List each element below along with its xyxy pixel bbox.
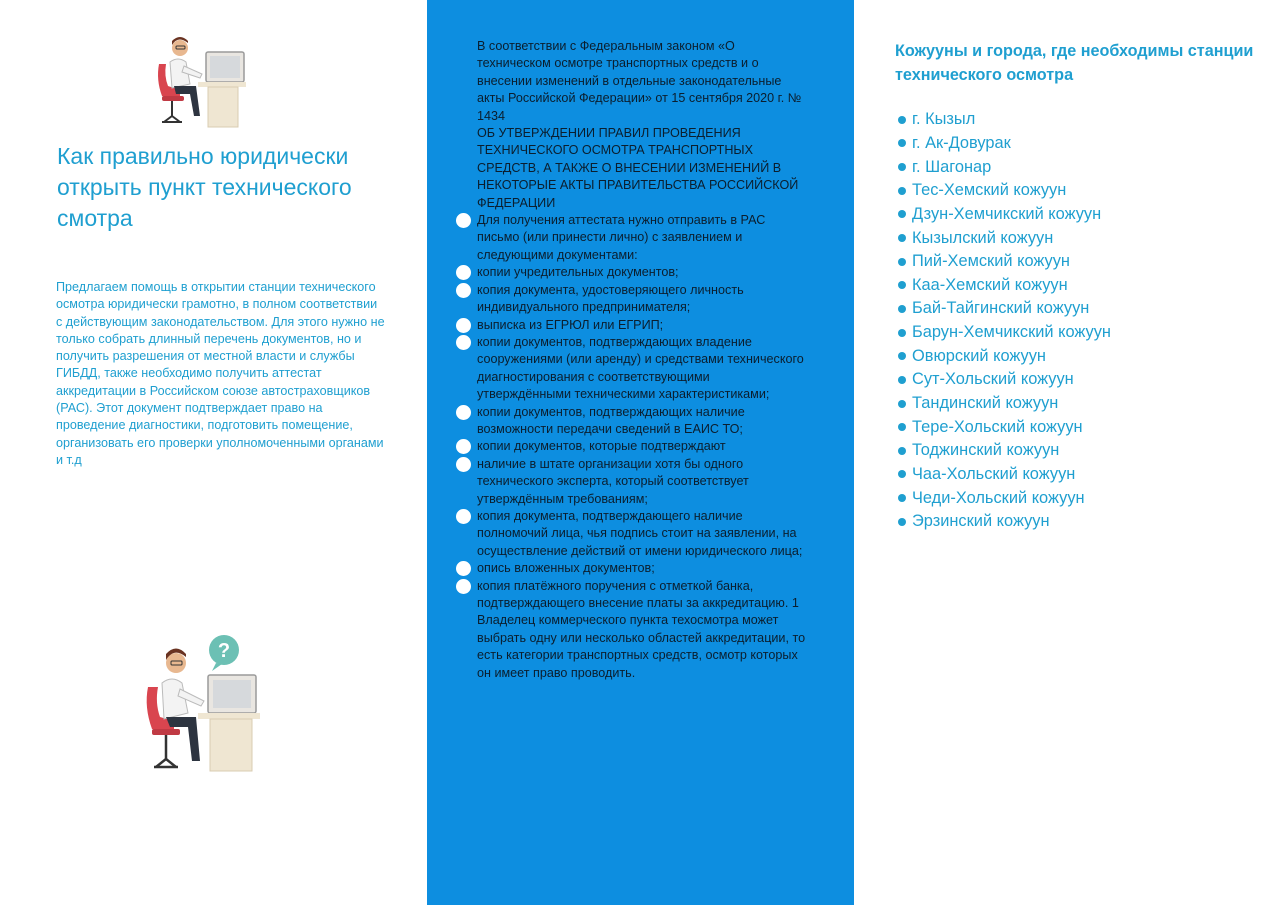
regions-list <box>898 108 1111 534</box>
bullet-icon <box>456 509 471 524</box>
list-item: копии документов, подтверждающих владение сооружениями (или аренду) и средствами технического диагностирования с соответствующими утверждёнными техническими характеристиками; <box>477 334 807 404</box>
list-item: копия документа, подтверждающего наличие полномочий лица, чья подпись стоит на заявлении, на осуществление действий от имени юридического лица; <box>477 508 807 560</box>
bullet-icon <box>898 187 906 195</box>
decree-title: ОБ УТВЕРЖДЕНИИ ПРАВИЛ ПРОВЕДЕНИЯ ТЕХНИЧЕСКОГО ОСМОТРА ТРАНСПОРТНЫХ СРЕДСТВ, А ТАКЖЕ О ВНЕСЕНИИ ИЗМЕНЕНИЙ В НЕКОТОРЫЕ АКТЫ ПРАВИТЕЛЬСТВА РОССИЙСКОЙ ФЕДЕРАЦИИ <box>477 126 799 210</box>
region-item: Кызылский кожуун <box>898 226 1111 250</box>
region-item: Барун-Хемчикский кожуун <box>898 321 1111 345</box>
list-item: выписка из ЕГРЮЛ или ЕГРИП; <box>477 317 807 334</box>
region-item: Тандинский кожуун <box>898 392 1111 416</box>
bullet-icon <box>456 213 471 228</box>
person-with-question-illustration <box>138 633 263 775</box>
bullet-icon <box>898 494 906 502</box>
region-item: Эрзинский кожуун <box>898 510 1111 534</box>
bullet-icon <box>898 163 906 171</box>
bullet-icon <box>898 376 906 384</box>
region-item: Дзун-Хемчикский кожуун <box>898 203 1111 227</box>
region-item: Пий-Хемский кожуун <box>898 250 1111 274</box>
requirements-text <box>477 38 807 682</box>
bullet-icon <box>898 234 906 242</box>
region-item: г. Ак-Довурак <box>898 132 1111 156</box>
region-item: Тоджинский кожуун <box>898 439 1111 463</box>
list-item: копии документов, которые подтверждают <box>477 438 807 455</box>
region-item: Чеди-Хольский кожуун <box>898 486 1111 510</box>
region-item: г. Шагонар <box>898 155 1111 179</box>
requirements-panel <box>427 0 854 905</box>
bullet-icon <box>898 116 906 124</box>
region-item: Сут-Хольский кожуун <box>898 368 1111 392</box>
region-item: Овюрский кожуун <box>898 344 1111 368</box>
regions-heading: Кожууны и города, где необходимы станции технического осмотра <box>895 42 1254 84</box>
bullet-icon <box>898 400 906 408</box>
list-item: копии документов, подтверждающих наличие возможности передачи сведений в ЕАИС ТО; <box>477 404 807 439</box>
law-reference: В соответствии с Федеральным законом «О техническом осмотре транспортных средств и о внесении изменений в отдельные законодательные акты Российской Федерации» от 15 сентября 2020 г. № 1434 <box>477 39 802 123</box>
bullet-icon <box>898 352 906 360</box>
list-item: наличие в штате организации хотя бы одного технического эксперта, который соответствует утверждённым требованиям; <box>477 456 807 508</box>
region-item: Тере-Хольский кожуун <box>898 415 1111 439</box>
question-mark: ? <box>217 640 231 662</box>
region-item: Тес-Хемский кожуун <box>898 179 1111 203</box>
bullet-icon <box>898 470 906 478</box>
bullet-icon <box>456 318 471 333</box>
intro-paragraph: Предлагаем помощь в открытии станции технического осмотра юридически грамотно, в полном соответствии с действующим законодательством. Для этого нужно не только собрать длинный перечень документов, но и получить разрешения от местной власти и службы ГИБДД, также необходимо получить аттестат аккредитации в Российском союзе автостраховщиков (РАС). Этот документ подтверждает право на проведение диагностики, подготовить помещение, организовать его проверки уполномоченными органами и т.д <box>56 280 385 467</box>
region-item: Чаа-Хольский кожуун <box>898 463 1111 487</box>
bullet-icon <box>456 579 471 594</box>
documents-list <box>477 212 807 612</box>
list-item: копии учредительных документов; <box>477 264 807 281</box>
bullet-icon <box>456 265 471 280</box>
bullet-icon <box>898 518 906 526</box>
bullet-icon <box>898 258 906 266</box>
bullet-icon <box>898 210 906 218</box>
list-item: Для получения аттестата нужно отправить в РАС письмо (или принести лично) с заявлением и следующими документами: <box>477 212 807 264</box>
bullet-icon <box>898 329 906 337</box>
bullet-icon <box>898 305 906 313</box>
bullet-icon <box>898 281 906 289</box>
person-at-computer-illustration <box>150 30 250 130</box>
bullet-icon <box>456 561 471 576</box>
region-item: Бай-Тайгинский кожуун <box>898 297 1111 321</box>
page-title: Как правильно юридически открыть пункт технического смотра <box>57 143 352 231</box>
list-item: копия платёжного поручения с отметкой банка, подтверждающего внесение платы за аккредитацию. 1 <box>477 578 807 613</box>
bullet-icon <box>456 335 471 350</box>
bullet-icon <box>456 439 471 454</box>
bullet-icon <box>456 405 471 420</box>
bullet-icon <box>456 457 471 472</box>
closing-paragraph: Владелец коммерческого пункта техосмотра может выбрать одну или несколько областей аккредитации, то есть категории транспортных средств, осмотр которых он имеет право проводить. <box>477 613 806 680</box>
region-item: Каа-Хемский кожуун <box>898 273 1111 297</box>
bullet-icon <box>898 447 906 455</box>
bullet-icon <box>898 423 906 431</box>
list-item: копия документа, удостоверяющего личность индивидуального предпринимателя; <box>477 282 807 317</box>
bullet-icon <box>456 283 471 298</box>
region-item: г. Кызыл <box>898 108 1111 132</box>
bullet-icon <box>898 139 906 147</box>
list-item: опись вложенных документов; <box>477 560 807 577</box>
